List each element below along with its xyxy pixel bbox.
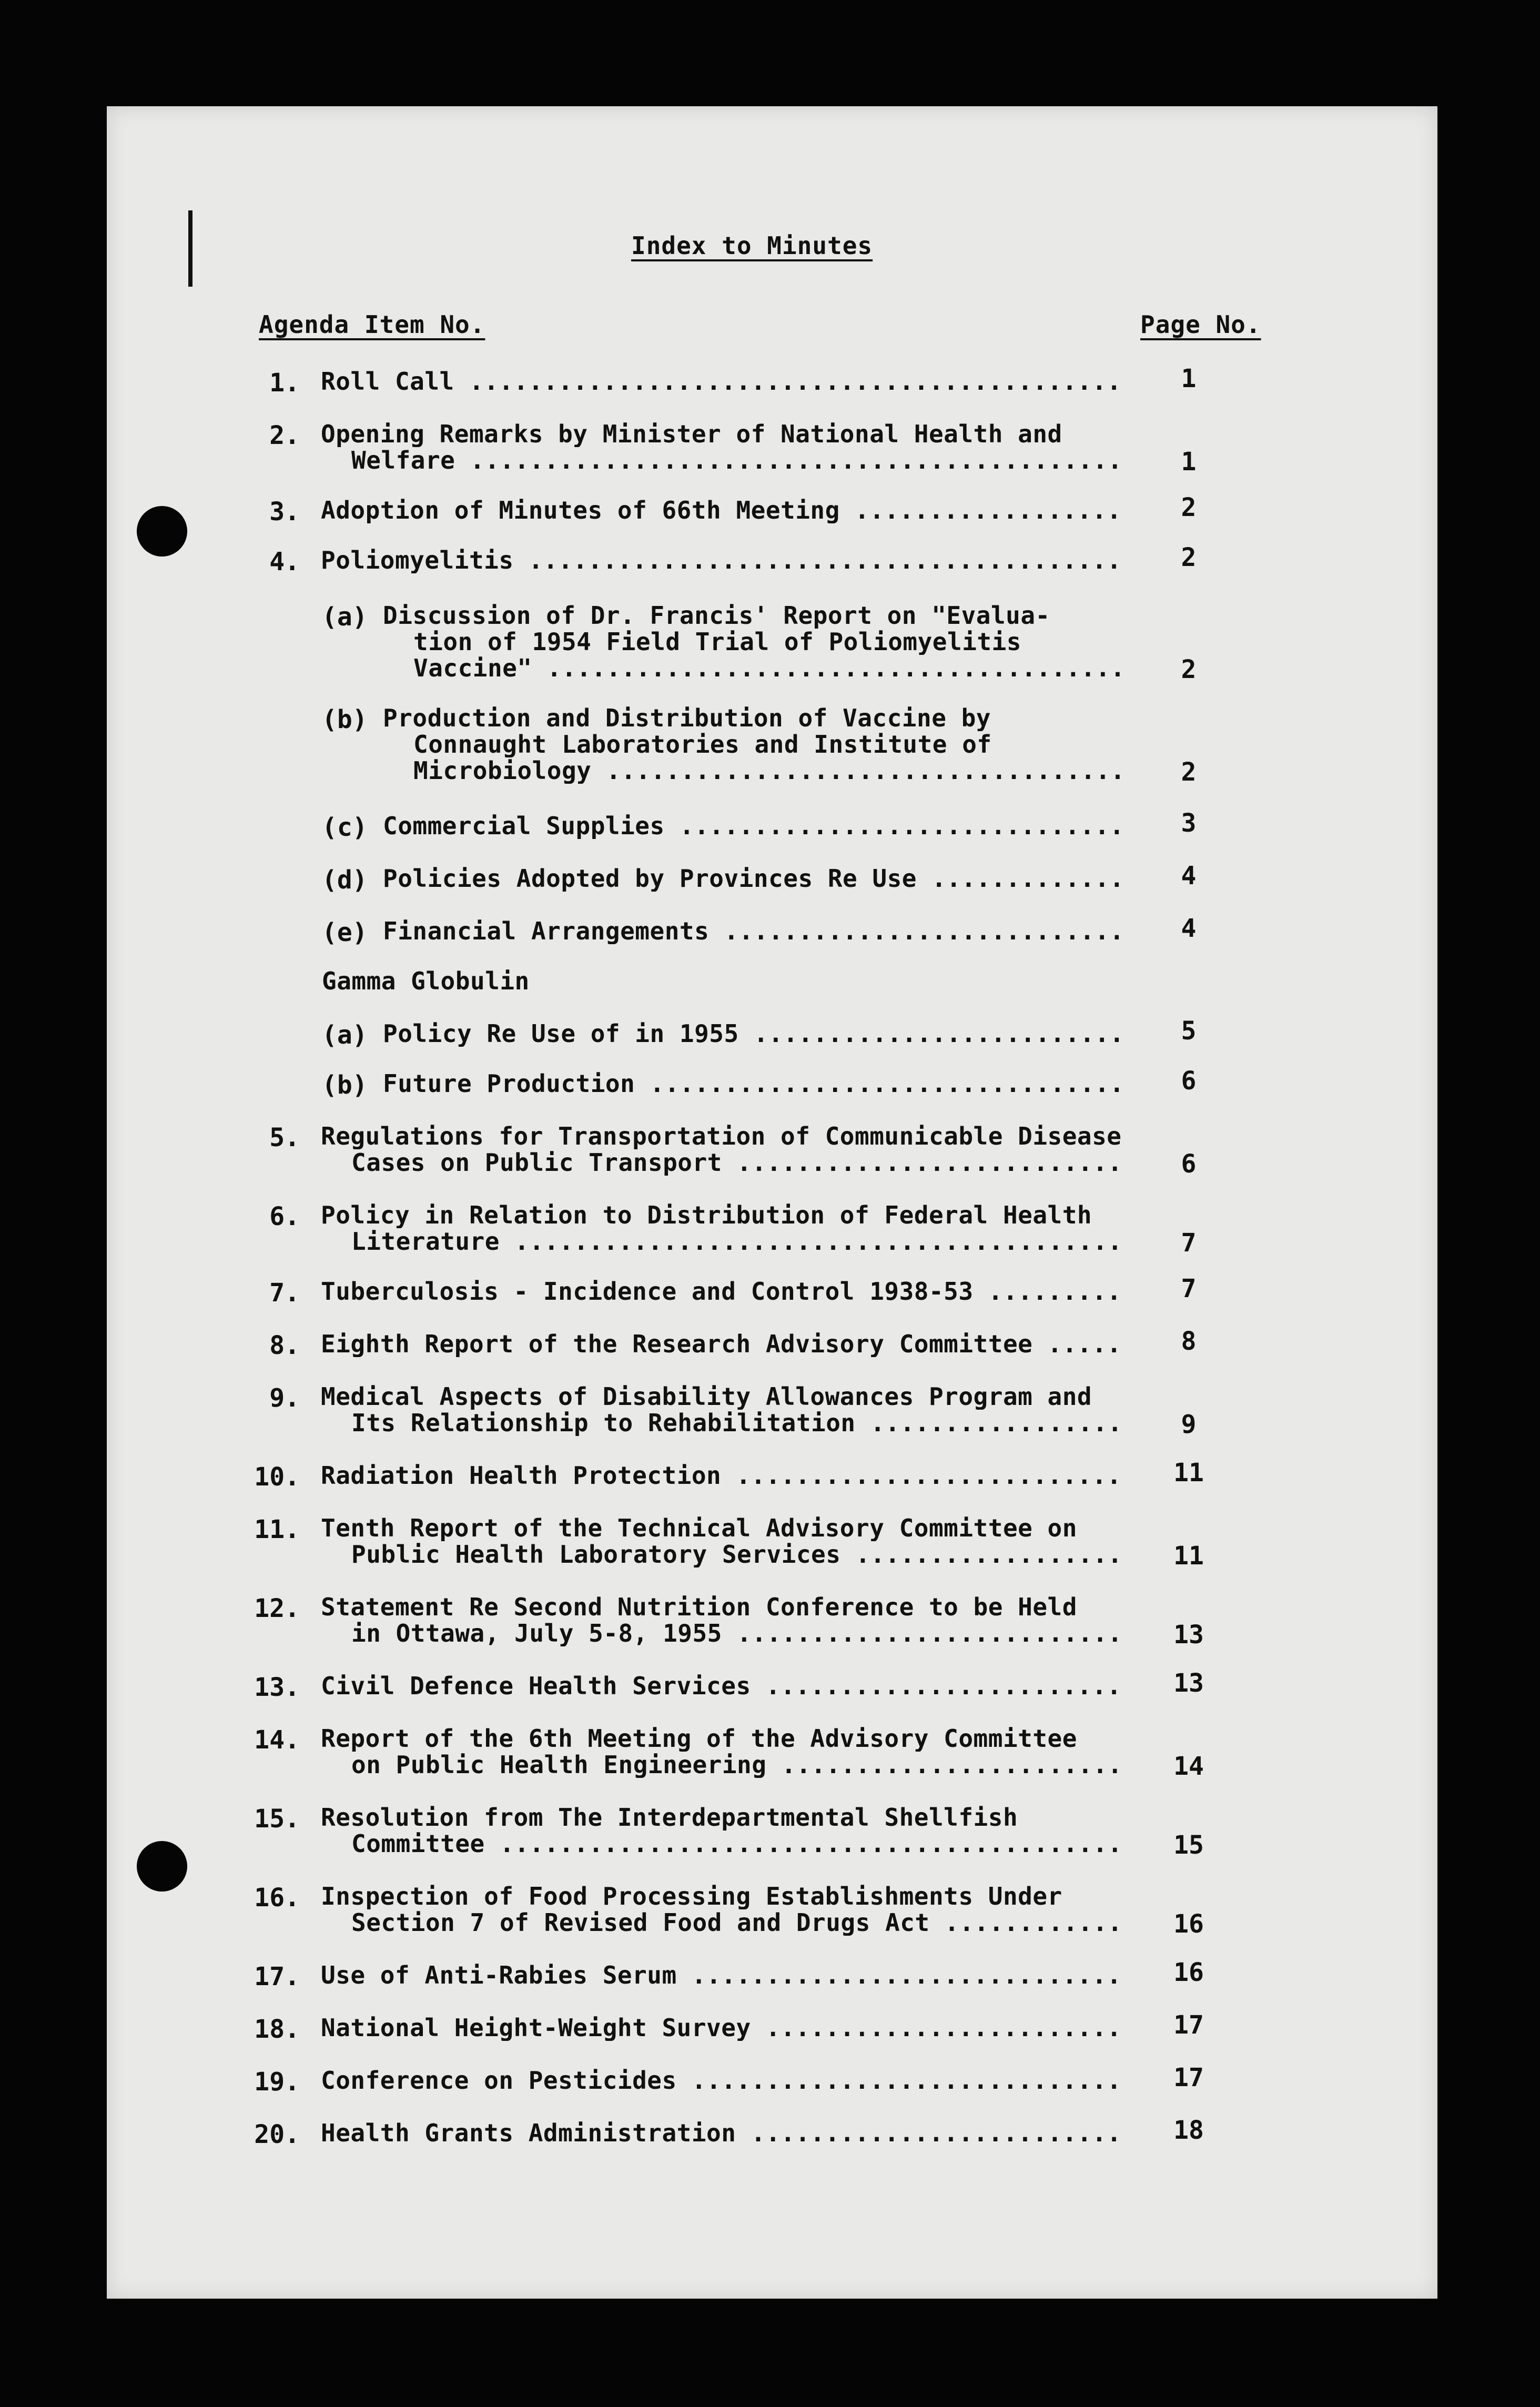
entry-text [383,813,1126,839]
entry-number: 17. [254,1962,300,1991]
entry-text-line: Microbiology ..... [383,757,1126,784]
entry-text [321,1594,1126,1646]
entry-number: 5. [269,1123,300,1152]
entry-text-line: Tuberculosis - Incidence and Control 1938-53 ..... [321,1278,1126,1304]
entry-text-line: Production and Distribution of Vaccine by [383,705,991,731]
entry-page-number: 2 [1181,757,1197,787]
entry-text-line: Roll Call ..... [321,368,1126,395]
entry-text [321,547,1126,573]
entry-number: 15. [254,1804,300,1834]
entry-text-line: Vaccine" ..... [383,655,1126,681]
entry-page-number: 11 [1173,1458,1204,1488]
entry-number: (d) [322,865,368,895]
entry-text [321,497,1126,523]
entry-text-line: Statement Re Second Nutrition Conference to be Held [321,1594,1077,1620]
entry-text [321,2120,1126,2146]
entry-page-number: 2 [1181,655,1197,684]
entry-text [383,602,1126,681]
entry-page-number: 2 [1181,493,1197,522]
entry-text-line: Commercial Supplies ..... [383,813,1126,839]
entry-text-line: Tenth Report of the Technical Advisory Committee on [321,1515,1077,1541]
margin-mark [188,210,192,287]
entry-number: 1. [269,368,300,398]
entry-page-number: 18 [1173,2116,1204,2145]
entry-number: 6. [269,1202,300,1231]
entry-page-number: 5 [1181,1016,1197,1046]
entry-text-line: Medical Aspects of Disability Allowances Program and [321,1383,1092,1410]
entry-text-line: Policies Adopted by Provinces Re Use ..... [383,865,1126,892]
entry-text [383,1070,1126,1097]
entry-text [321,368,1126,395]
entry-text-line: Public Health Laboratory Services ..... [321,1541,1126,1567]
entry-text [321,1202,1126,1255]
entry-number: 20. [254,2120,300,2149]
entry-number: (b) [322,705,368,734]
entry-text [321,2015,1126,2041]
entry-number: 11. [254,1515,300,1544]
entry-text-line: Policy in Relation to Distribution of Federal Health [321,1202,1092,1228]
entry-number: 9. [269,1383,300,1413]
entry-number: 18. [254,2015,300,2044]
entry-number: 14. [254,1725,300,1755]
entry-page-number: 1 [1181,447,1197,477]
entry-page-number: 15 [1173,1830,1204,1860]
entry-text [383,865,1126,892]
entry-text [383,1020,1126,1047]
agenda-item-header: Agenda Item No. [259,310,485,339]
entry-number: 16. [254,1883,300,1913]
entry-page-number: 8 [1181,1327,1197,1356]
entry-text-line: Resolution from The Interdepartmental Shellfish [321,1804,1018,1830]
entry-text-line: Committee ..... [321,1830,1126,1857]
entry-text-line: on Public Health Engineering ..... [321,1752,1126,1778]
entry-page-number: 2 [1181,543,1197,572]
entry-text-line: Opening Remarks by Minister of National Health and [321,421,1062,447]
entry-number: 4. [269,547,300,577]
entry-text-line: Regulations for Transportation of Communicable Disease [321,1123,1122,1149]
entry-text [321,1123,1126,1176]
entry-number: 13. [254,1673,300,1702]
entry-page-number: 4 [1181,914,1197,943]
entry-text-line: Poliomyelitis ..... [321,547,1126,573]
entry-page-number: 11 [1173,1541,1204,1571]
entry-text [321,2067,1126,2094]
punch-hole [137,506,187,557]
entry-page-number: 17 [1173,2010,1204,2040]
entry-number: 7. [269,1278,300,1308]
entry-number: (a) [322,1020,368,1050]
entry-text-line: Welfare ..... [321,447,1126,473]
entry-number: 19. [254,2067,300,2097]
entry-text [321,1462,1126,1489]
entry-text [383,918,1126,944]
entry-text-line: in Ottawa, July 5-8, 1955 ..... [321,1620,1126,1646]
entry-page-number: 7 [1181,1274,1197,1303]
entry-text-line: Health Grants Administration ..... [321,2120,1126,2146]
entry-page-number: 4 [1181,861,1197,891]
entry-page-number: 6 [1181,1149,1197,1179]
entry-number: 2. [269,421,300,450]
entry-page-number: 16 [1173,1958,1204,1987]
entry-text-line: National Height-Weight Survey ..... [321,2015,1126,2041]
entry-text-line: Policy Re Use of in 1955 ..... [383,1020,1126,1047]
entry-text-line: Its Relationship to Rehabilitation ..... [321,1410,1126,1436]
entry-text [321,1883,1126,1936]
entry-text-line: tion of 1954 Field Trial of Poliomyelitis [413,629,1021,655]
entry-number: 3. [269,497,300,527]
entry-number: 10. [254,1462,300,1492]
entry-page-number: 3 [1181,808,1197,838]
entry-page-number: 16 [1173,1909,1204,1939]
entry-number: 8. [269,1331,300,1360]
entry-number: (e) [322,918,368,947]
entry-text-line: Financial Arrangements ..... [383,918,1126,944]
entry-text [321,1804,1126,1857]
entry-text-line: Conference on Pesticides ..... [321,2067,1126,2094]
entry-text [321,1515,1126,1567]
entry-text-line: Connaught Laboratories and Institute of [413,731,992,757]
entry-text-line: Eighth Report of the Research Advisory Committee ..... [321,1331,1126,1357]
entry-page-number: 13 [1173,1668,1204,1698]
entry-text-line: Report of the 6th Meeting of the Advisory Committee [321,1725,1077,1752]
entry-page-number: 6 [1181,1066,1197,1096]
entry-text-line: Gamma Globulin [322,968,530,994]
entry-text [321,421,1126,473]
punch-hole [137,1841,187,1892]
entry-text [322,968,1126,994]
entry-number: (c) [322,813,368,842]
entry-number: 12. [254,1594,300,1623]
entry-text-line: Adoption of Minutes of 66th Meeting ..... [321,497,1126,523]
entry-number: (b) [322,1070,368,1100]
entry-text-line: Section 7 of Revised Food and Drugs Act ..... [321,1909,1126,1936]
entry-page-number: 13 [1173,1620,1204,1650]
entry-text-line: Discussion of Dr. Francis' Report on "Evalua- [383,602,1050,629]
entry-text-line: Radiation Health Protection ..... [321,1462,1126,1489]
entry-text [321,1673,1126,1699]
entry-text [383,705,1126,784]
entry-text [321,1331,1126,1357]
entry-page-number: 9 [1181,1410,1197,1439]
entry-text-line: Literature ..... [321,1228,1126,1255]
entry-text [321,1278,1126,1304]
entry-text-line: Inspection of Food Processing Establishments Under [321,1883,1062,1909]
entry-text-line: Future Production ..... [383,1070,1126,1097]
entry-page-number: 14 [1173,1752,1204,1781]
page-number-header: Page No. [1140,310,1261,339]
entry-text-line: Use of Anti-Rabies Serum ..... [321,1962,1126,1988]
entry-number: (a) [322,602,368,632]
entry-page-number: 1 [1181,364,1197,393]
entry-text [321,1962,1126,1988]
entry-text-line: Civil Defence Health Services ..... [321,1673,1126,1699]
entry-text-line: Cases on Public Transport ..... [321,1149,1126,1176]
entry-text [321,1725,1126,1778]
entry-text [321,1383,1126,1436]
entry-page-number: 17 [1173,2063,1204,2092]
entry-page-number: 7 [1181,1228,1197,1258]
page-title: Index to Minutes [631,231,873,260]
